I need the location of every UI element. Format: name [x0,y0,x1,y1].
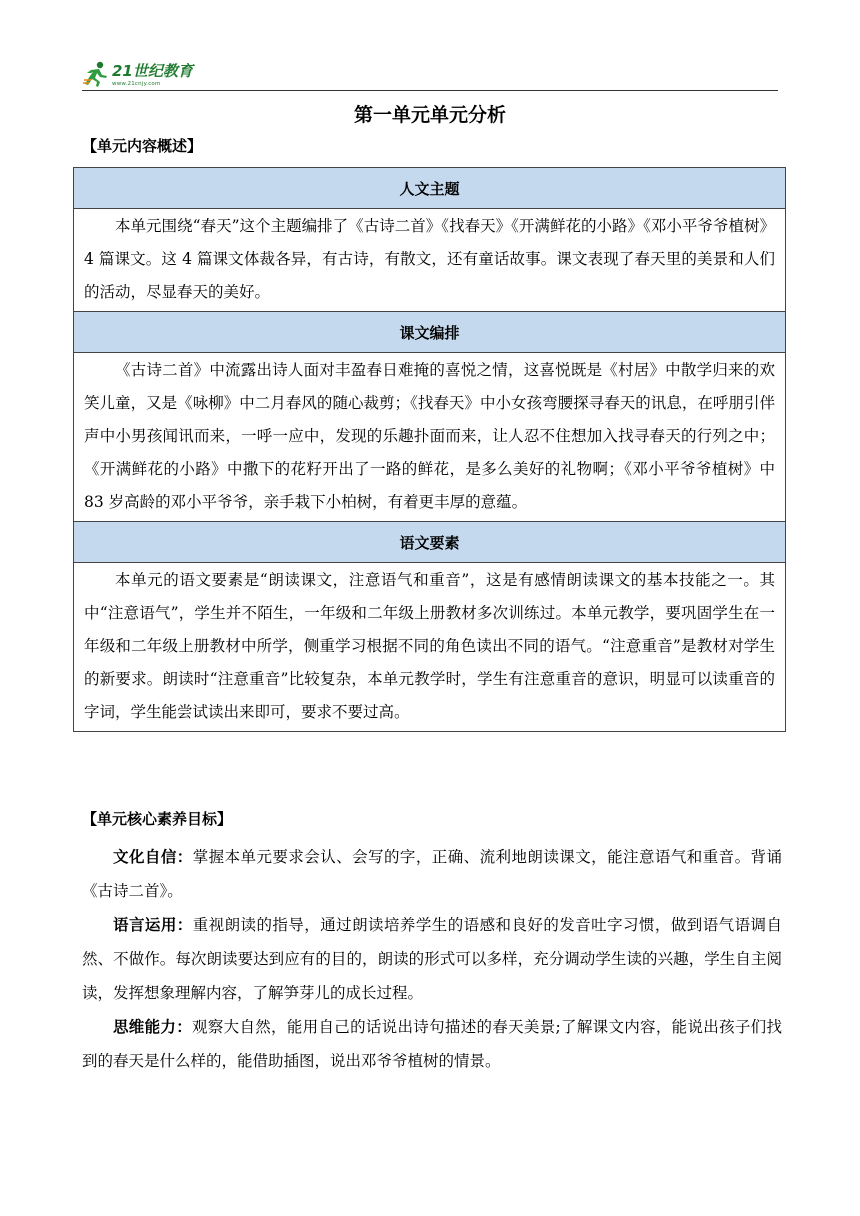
goal-text: 观察大自然，能用自己的话说出诗句描述的春天美景;了解课文内容，能说出孩子们找到的春天是什么样的，能借助插图，说出邓爷爷植树的情景。 [82,1018,782,1070]
table-body-elements: 本单元的语文要素是“朗读课文，注意语气和重音”，这是有感情朗读课文的基本技能之一。其中“注意语气”，学生并不陌生，一年级和二年级上册教材多次训练过。本单元教学，要巩固学生在一年级和二年级上册教材中所学，侧重学习根据不同的角色读出不同的语气。“注意重音”是教材对学生的新要求。朗读时“注意重音”比较复杂，本单元教学时，学生有注意重音的意识，明显可以读重音的字词，学生能尝试读出来即可，要求不要过高。 [74,563,786,732]
table-body-arrangement: 《古诗二首》中流露出诗人面对丰盈春日难掩的喜悦之情，这喜悦既是《村居》中散学归来的欢笑儿童，又是《咏柳》中二月春风的随心裁剪；《找春天》中小女孩弯腰探寻春天的讯息，在呼朋引伴声中小男孩闻讯而来，一呼一应中，发现的乐趣扑面而来，让人忍不住想加入找寻春天的行列之中；《开满鲜花的小路》中撒下的花籽开出了一路的鲜花，是多么美好的礼物啊；《邓小平爷爷植树》中 83 岁高龄的邓小平爷爷，亲手栽下小柏树，有着更丰厚的意蕴。 [74,353,786,522]
goals-list [82,840,782,1078]
table-heading-elements: 语文要素 [74,522,786,563]
logo-url: www.21cnjy.com [112,81,161,87]
goal-item [82,840,782,908]
goal-text: 掌握本单元要求会认、会写的字，正确、流利地朗读课文，能注意语气和重音。背诵《古诗二首》。 [82,848,782,900]
unit-overview-table [73,167,786,732]
goal-item [82,1010,782,1078]
table-body-theme: 本单元围绕“春天”这个主题编排了《古诗二首》《找春天》《开满鲜花的小路》《邓小平爷爷植树》4 篇课文。这 4 篇课文体裁各异，有古诗，有散文，还有童话故事。课文表现了春天里的美景和人们的活动，尽显春天的美好。 [74,209,786,312]
table-heading-theme: 人文主题 [74,168,786,209]
goal-label: 文化自信： [113,848,193,866]
goal-item [82,908,782,1010]
page-header [82,58,778,91]
goals-label: 【单元核心素养目标】 [82,810,233,828]
page-title: 第一单元单元分析 [353,104,506,126]
overview-label: 【单元内容概述】 [82,137,203,155]
runner-logo-icon [82,60,110,88]
goal-label: 语言运用： [113,916,193,934]
logo-text: 21世纪教育 [112,62,193,80]
logo [82,58,193,88]
goal-text: 重视朗读的指导，通过朗读培养学生的语感和良好的发音吐字习惯，做到语气语调自然、不做作。每次朗读要达到应有的目的，朗读的形式可以多样，充分调动学生读的兴趣，学生自主阅读，发挥想象理解内容，了解笋芽儿的成长过程。 [82,916,782,1002]
goal-label: 思维能力： [113,1018,193,1036]
table-heading-arrangement: 课文编排 [74,312,786,353]
